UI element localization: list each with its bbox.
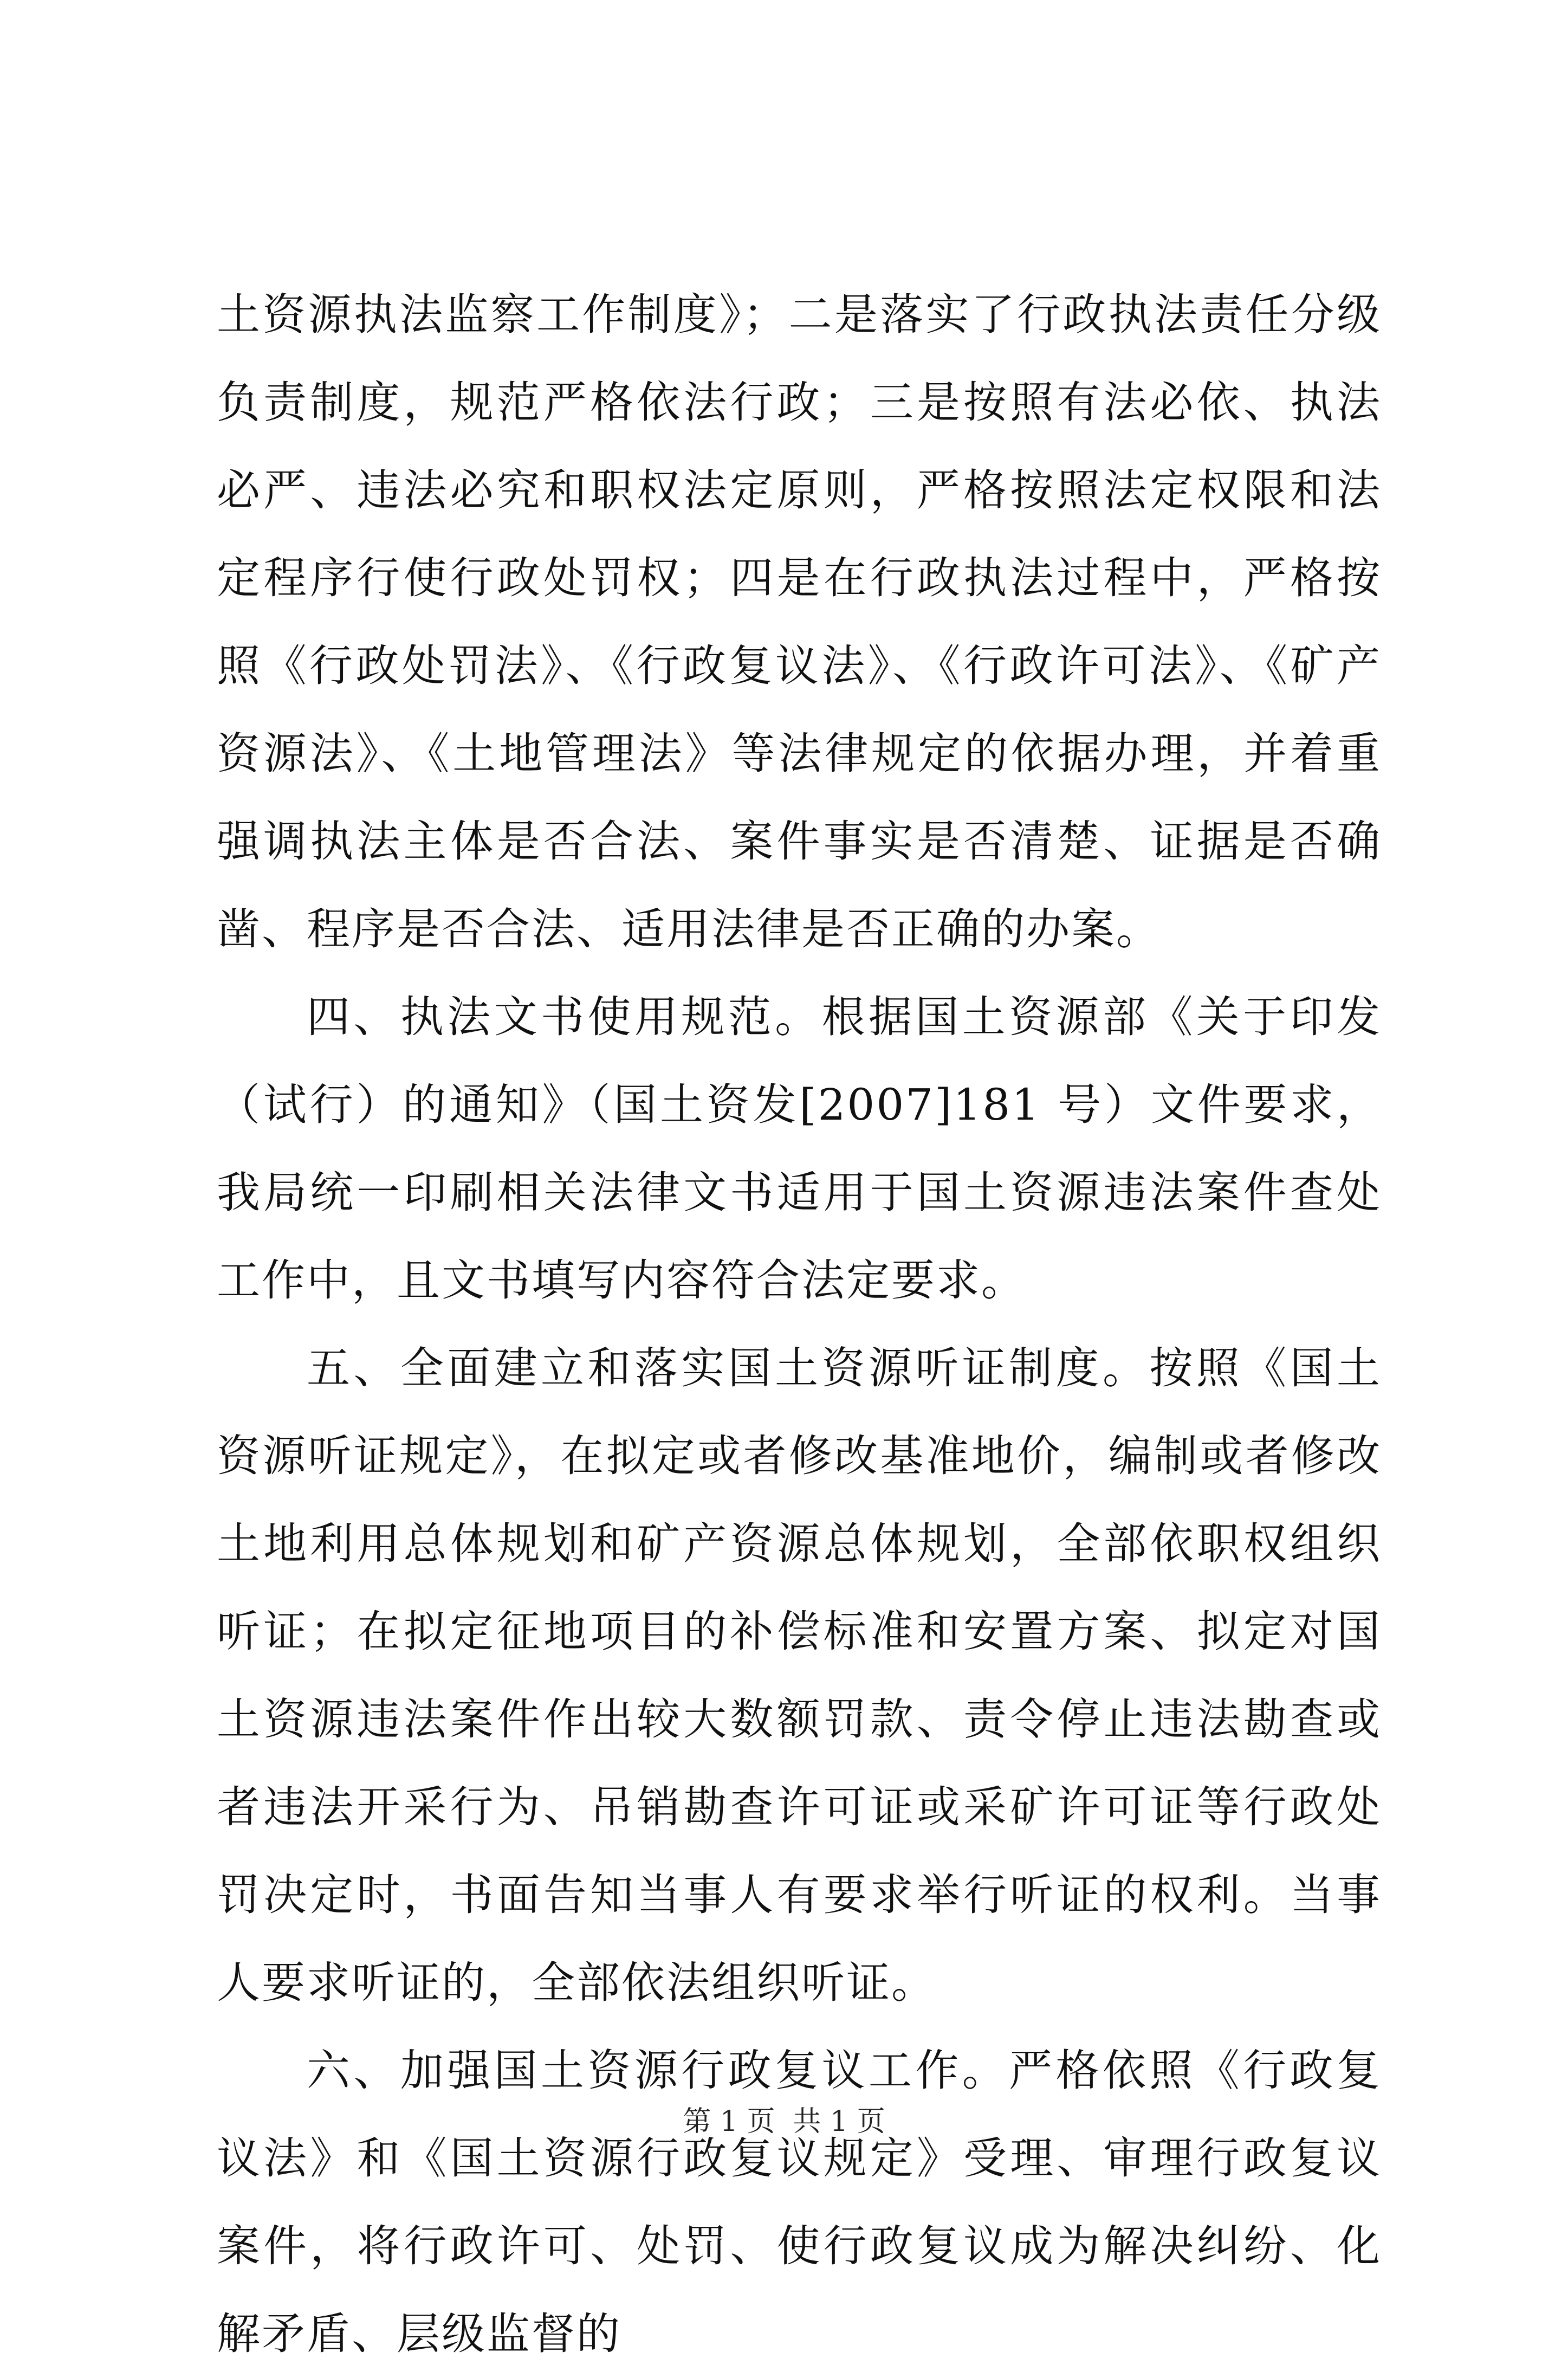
page-number-footer: 第 1 页 共 1 页: [683, 2105, 885, 2138]
paragraph-section-6: 六、加强国土资源行政复议工作。严格依照《行政复议法》和《国土资源行政复议规定》受理、审理行政复议案件，将行政许可、处罚、使行政复议成为解决纠纷、化解矛盾、层级监督的: [217, 2045, 1382, 2359]
document-body: [217, 271, 1382, 2378]
paragraph-continued: 土资源执法监察工作制度》；二是落实了行政执法责任分级负责制度，规范严格依法行政；三是按照有法必依、执法必严、违法必究和职权法定原则，严格按照法定权限和法定程序行使行政处罚权；四是在行政执法过程中，严格按照《行政处罚法》、《行政复议法》、《行政许可法》、《矿产资源法》、《土地管理法》等法律规定的依据办理，并着重强调执法主体是否合法、案件事实是否清楚、证据是否确凿、程序是否合法、适用法律是否正确的办案。: [217, 289, 1382, 954]
paragraph-section-5: 五、全面建立和落实国土资源听证制度。按照《国土资源听证规定》，在拟定或者修改基准地价，编制或者修改土地利用总体规划和矿产资源总体规划，全部依职权组织听证；在拟定征地项目的补偿标准和安置方案、拟定对国土资源违法案件作出较大数额罚款、责令停止违法勘查或者违法开采行为、吊销勘查许可证或采矿许可证等行政处罚决定时，书面告知当事人有要求举行听证的权利。当事人要求听证的，全部依法组织听证。: [217, 1343, 1382, 2008]
paragraph-section-4: 四、执法文书使用规范。根据国土资源部《关于印发（试行）的通知》（国土资发[2007]181 号）文件要求，我局统一印刷相关法律文书适用于国土资源违法案件查处工作中，且文书填写内容符合法定要求。: [217, 992, 1382, 1306]
